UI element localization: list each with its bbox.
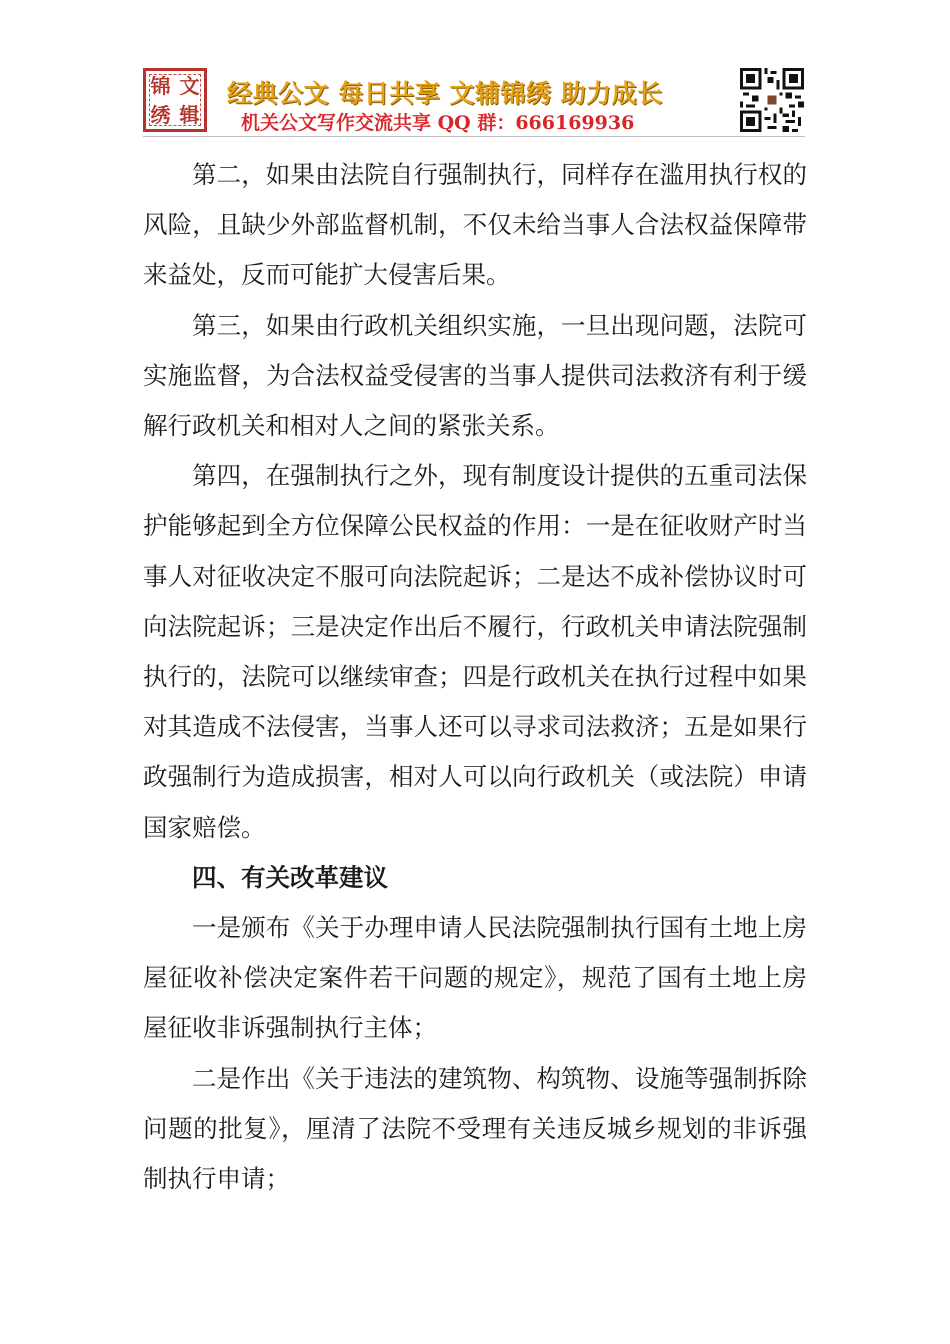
document-body	[143, 150, 807, 1204]
paragraph: 二是作出《关于违法的建筑物、构筑物、设施等强制拆除问题的批复》，厘清了法院不受理有关违反城乡规划的非诉强制执行申请；	[143, 1063, 807, 1194]
header-divider	[143, 136, 805, 137]
seal-logo	[143, 68, 207, 132]
seal-char: 文	[179, 73, 200, 98]
paragraph: 第三，如果由行政机关组织实施，一旦出现问题，法院可实施监督，为合法权益受侵害的当事人提供司法救济有利于缓解行政机关和相对人之间的紧张关系。	[143, 310, 807, 441]
paragraph: 第二，如果由法院自行强制执行，同样存在滥用执行权的风险，且缺少外部监督机制，不仅未给当事人合法权益保障带来益处，反而可能扩大侵害后果。	[143, 160, 807, 290]
header-slogan: 经典公文 每日共享 文辅锦绣 助力成长	[227, 79, 663, 108]
section-heading: 四、有关改革建议	[192, 862, 388, 892]
seal-char: 辑	[179, 102, 200, 127]
paragraph: 第四，在强制执行之外，现有制度设计提供的五重司法保护能够起到全方位保障公民权益的作用：一是在征收财产时当事人对征收决定不服可向法院起诉；二是达不成补偿协议时可向法院起诉；三是决定作出后不履行，行政机关申请法院强制执行的，法院可以继续审查；四是行政机关在执行过程中如果对其造成不法侵害，当事人还可以寻求司法救济；五是如果行政强制行为造成损害，相对人可以向行政机关（或法院）申请国家赔偿。	[143, 461, 807, 842]
qr-code-icon	[740, 68, 804, 132]
seal-char: 绣	[150, 102, 171, 127]
header-qq-line: 机关公文写作交流共享 QQ 群：666169936	[241, 112, 635, 134]
paragraph: 一是颁布《关于办理申请人民法院强制执行国有土地上房屋征收补偿决定案件若干问题的规定》，规范了国有土地上房屋征收非诉强制执行主体；	[143, 913, 807, 1043]
page-header	[143, 68, 805, 134]
seal-char: 锦	[150, 73, 171, 98]
